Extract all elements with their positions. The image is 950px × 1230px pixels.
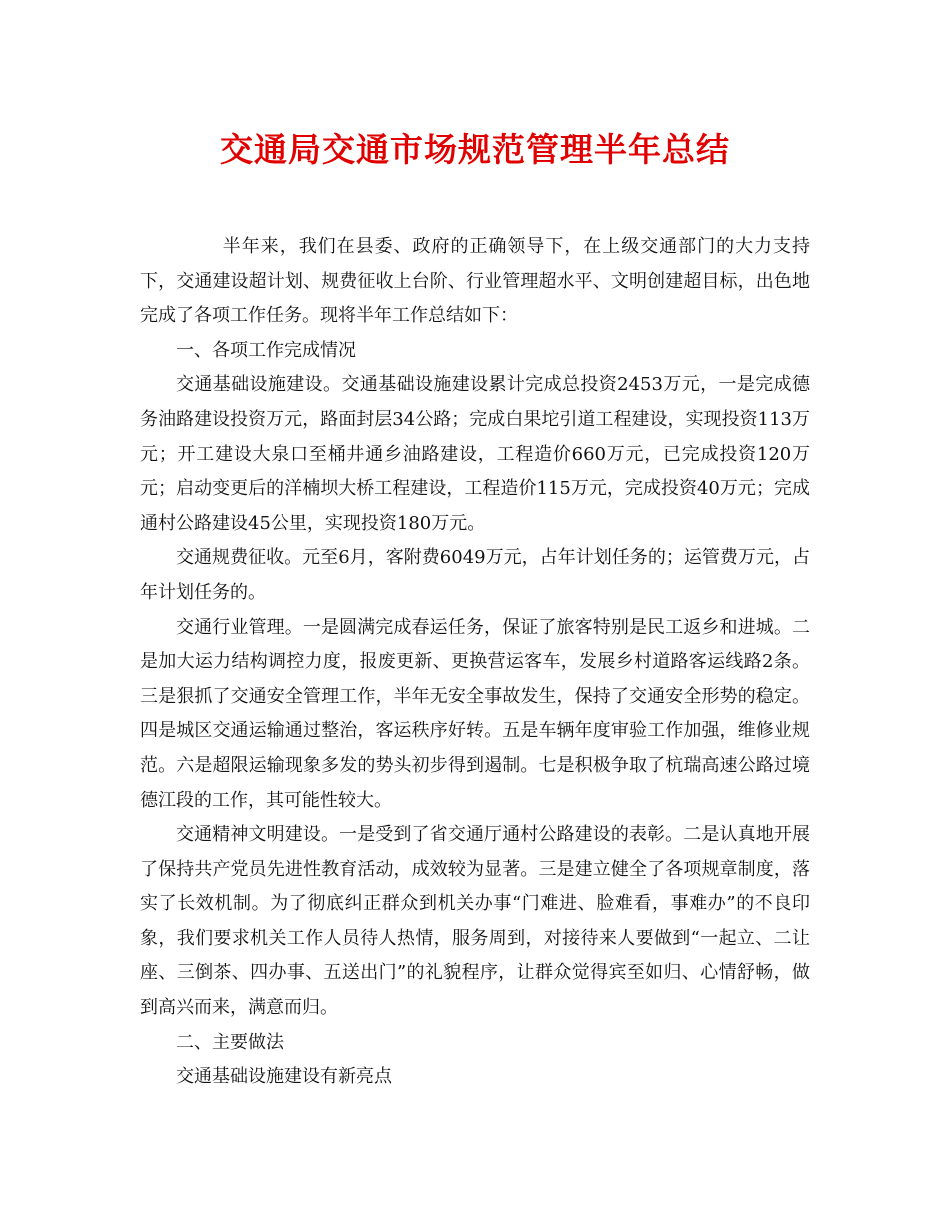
intro-paragraph: 半年来，我们在县委、政府的正确领导下，在上级交通部门的大力支持下，交通建设超计划、规费征收上台阶、行业管理超水平、文明创建超目标，出色地完成了各项工作任务。现将半年工作总结如下：: [140, 236, 810, 327]
paragraph-infrastructure: 交通基础设施建设。交通基础设施建设累计完成总投资2453万元，一是完成德务油路建设投资万元，路面封层34公路；完成白果坨引道工程建设，实现投资113万元；开工建设大泉口至桶井通乡油路建设，工程造价660万元，已完成投资120万元；启动变更后的洋楠坝大桥工程建设，工程造价115万元，完成投资40万元；完成通村公路建设45公里，实现投资180万元。: [140, 374, 810, 534]
paragraph-industry-management: 交通行业管理。一是圆满完成春运任务，保证了旅客特别是民工返乡和进城。二是加大运力结构调控力度，报废更新、更换营运客车，发展乡村道路客运线路2条。三是狠抓了交通安全管理工作，半年无安全事故发生，保持了交通安全形势的稳定。四是城区交通运输通过整治，客运秩序好转。五是车辆年度审验工作加强，维修业规范。六是超限运输现象多发的势头初步得到遏制。七是积极争取了杭瑞高速公路过境德江段的工作，其可能性较大。: [140, 616, 810, 811]
document-title: 交通局交通市场规范管理半年总结: [220, 130, 730, 169]
paragraph-civilization: 交通精神文明建设。一是受到了省交通厅通村公路建设的表彰。二是认真地开展了保持共产党员先进性教育活动，成效较为显著。三是建立健全了各项规章制度，落实了长效机制。为了彻底纠正群众到机关办事“门难进、脸难看，事难办”的不良印象，我们要求机关工作人员待人热情，服务周到，对接待来人要做到“一起立、二让座、三倒茶、四办事、五送出门”的礼貌程序，让群众觉得宾至如归、心情舒畅，做到高兴而来，满意而归。: [140, 824, 810, 1019]
section-heading-2: 二、主要做法: [176, 1031, 284, 1053]
paragraph-new-highlights: 交通基础设施建设有新亮点: [176, 1066, 392, 1088]
section-heading-1: 一、各项工作完成情况: [176, 339, 356, 361]
document-body: [140, 230, 810, 1095]
paragraph-fees: 交通规费征收。元至6月，客附费6049万元，占年计划任务的；运管费万元，占年计划任务的。: [140, 547, 810, 603]
